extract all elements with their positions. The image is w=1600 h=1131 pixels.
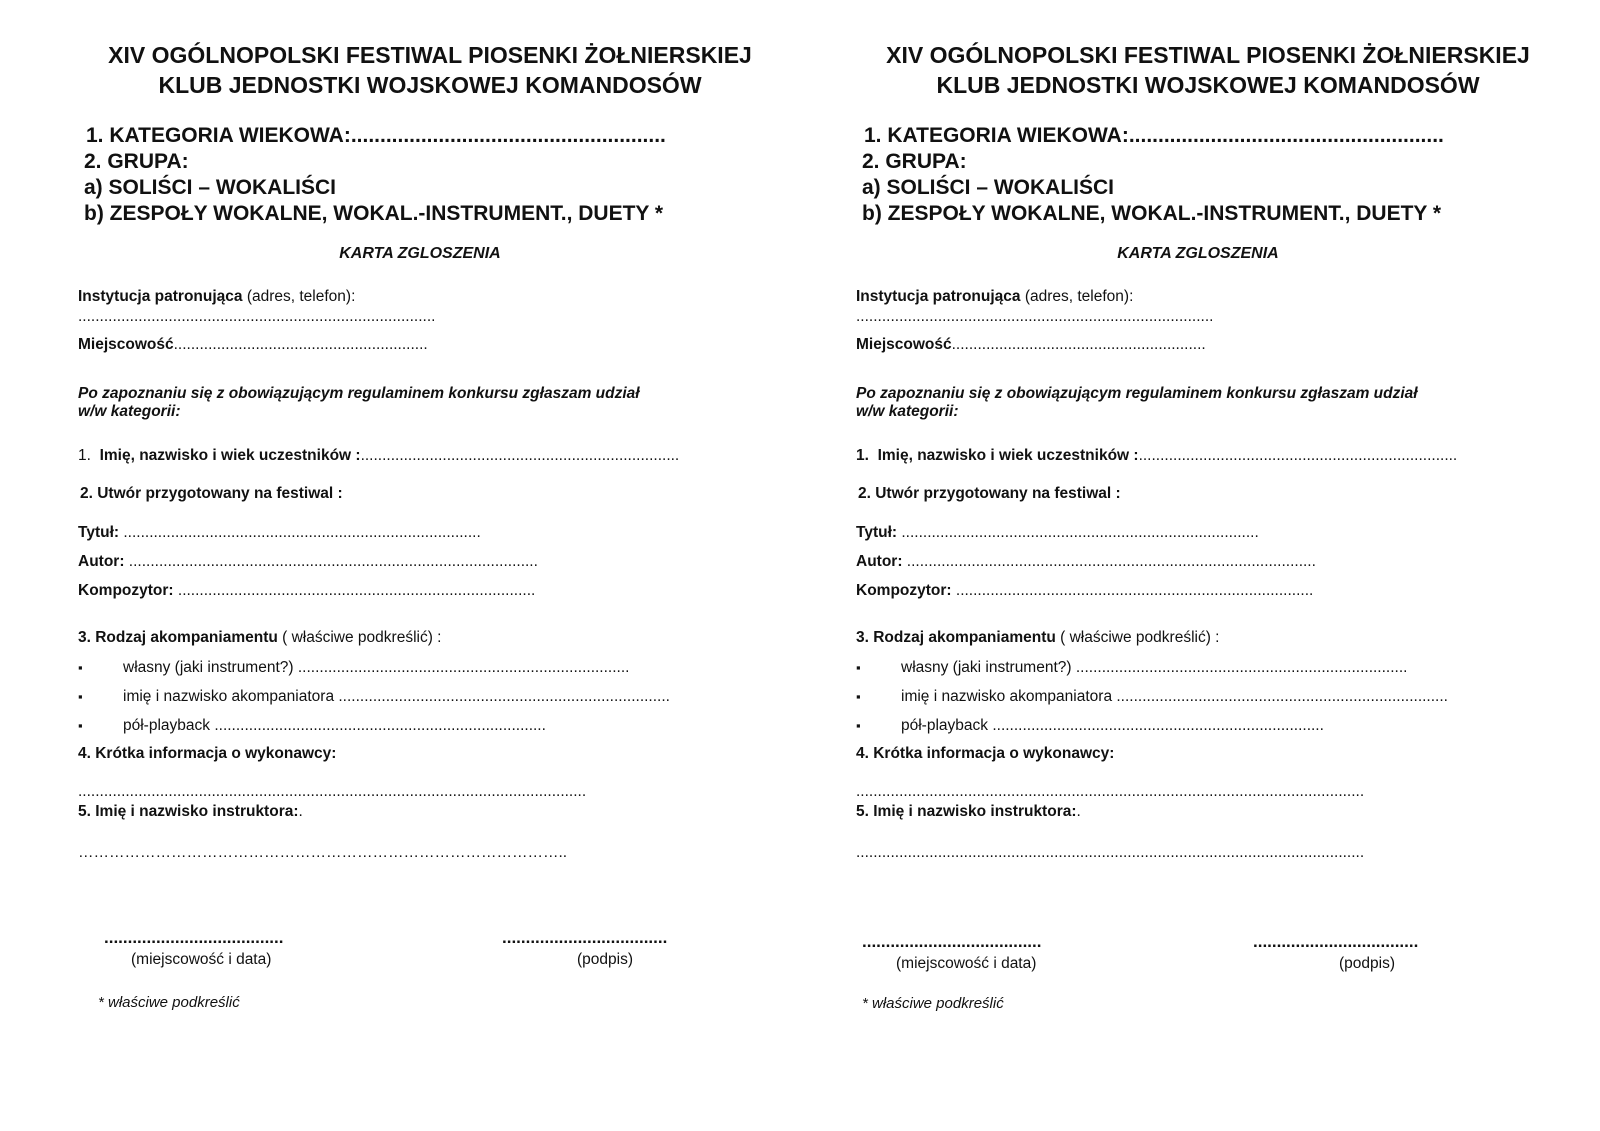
song-composer-field[interactable]: Kompozytor: ................................................................................... <box>78 582 536 599</box>
accompaniment-halfplayback-option[interactable]: pół-playback ............................................................................. <box>901 717 1324 734</box>
place-date-caption: (miejscowość i data) <box>896 955 1037 972</box>
bullet-icon: ▪ <box>78 718 83 733</box>
instructor-field[interactable]: ………………………………………………………………………………….. <box>78 844 568 861</box>
signature-field[interactable]: ................................... <box>502 928 668 947</box>
footnote: * właściwe podkreślić <box>98 994 240 1011</box>
festival-title: XIV OGÓLNOPOLSKI FESTIWAL PIOSENKI ŻOŁNIERSKIEJ <box>108 42 752 68</box>
festival-title: XIV OGÓLNOPOLSKI FESTIWAL PIOSENKI ŻOŁNIERSKIEJ <box>886 42 1530 68</box>
institution-label: Instytucja patronująca (adres, telefon): <box>78 288 356 305</box>
song-composer-field[interactable]: Kompozytor: ................................................................................... <box>856 582 1314 599</box>
song-author-field[interactable]: Autor: ............................................................................................... <box>78 553 538 570</box>
song-title-field[interactable]: Tytuł: ................................................................................... <box>856 524 1259 541</box>
intro-statement: Po zapoznaniu się z obowiązującym regulaminem konkursu zgłaszam udział <box>78 385 640 402</box>
group-option-ensembles: b) ZESPOŁY WOKALNE, WOKAL.-INSTRUMENT., DUETY * <box>84 202 664 225</box>
accompaniment-heading: 3. Rodzaj akompaniamentu ( właściwe podkreślić) : <box>78 629 442 646</box>
form-heading: KARTA ZGLOSZENIA <box>1117 245 1279 262</box>
bullet-icon: ▪ <box>78 689 83 704</box>
bullet-icon: ▪ <box>856 689 861 704</box>
club-title: KLUB JEDNOSTKI WOJSKOWEJ KOMANDOSÓW <box>158 72 702 98</box>
institution-label: Instytucja patronująca (adres, telefon): <box>856 288 1134 305</box>
place-date-field[interactable]: ...................................... <box>862 932 1042 951</box>
participants-field[interactable]: 1. Imię, nazwisko i wiek uczestników :.......................................................................... <box>78 447 680 464</box>
intro-statement-cont: w/w kategorii: <box>78 403 181 420</box>
accompaniment-own-option[interactable]: własny (jaki instrument?) ............................................................................. <box>123 659 630 676</box>
institution-field[interactable]: ................................................................................... <box>856 308 1214 325</box>
song-title-field[interactable]: Tytuł: ................................................................................... <box>78 524 481 541</box>
club-title: KLUB JEDNOSTKI WOJSKOWEJ KOMANDOSÓW <box>936 72 1480 98</box>
song-heading: 2. Utwór przygotowany na festiwal : <box>80 485 343 502</box>
group-option-ensembles: b) ZESPOŁY WOKALNE, WOKAL.-INSTRUMENT., DUETY * <box>862 202 1442 225</box>
song-author-field[interactable]: Autor: ............................................................................................... <box>856 553 1316 570</box>
intro-statement-cont: w/w kategorii: <box>856 403 959 420</box>
accompaniment-own-option[interactable]: własny (jaki instrument?) ............................................................................. <box>901 659 1408 676</box>
form-page-right <box>778 0 1578 1131</box>
signature-field[interactable]: ................................... <box>1253 932 1419 951</box>
instructor-heading: 5. Imię i nazwisko instruktora:. <box>78 803 303 820</box>
song-heading: 2. Utwór przygotowany na festiwal : <box>858 485 1121 502</box>
group-heading: 2. GRUPA: <box>862 150 967 173</box>
institution-field[interactable]: ................................................................................... <box>78 308 436 325</box>
performer-info-heading: 4. Krótka informacja o wykonawcy: <box>856 745 1115 762</box>
footnote: * właściwe podkreślić <box>862 995 1004 1012</box>
bullet-icon: ▪ <box>856 718 861 733</box>
city-field[interactable]: Miejscowość........................................................... <box>78 336 428 353</box>
instructor-heading: 5. Imię i nazwisko instruktora:. <box>856 803 1081 820</box>
place-date-caption: (miejscowość i data) <box>131 951 272 968</box>
city-field[interactable]: Miejscowość........................................................... <box>856 336 1206 353</box>
group-heading: 2. GRUPA: <box>84 150 189 173</box>
age-category-field[interactable]: 1. KATEGORIA WIEKOWA:...................................................... <box>86 124 666 147</box>
place-date-field[interactable]: ...................................... <box>104 928 284 947</box>
performer-info-field[interactable]: ...................................................................................................................... <box>78 783 587 800</box>
accompaniment-heading: 3. Rodzaj akompaniamentu ( właściwe podkreślić) : <box>856 629 1220 646</box>
performer-info-field[interactable]: ...................................................................................................................... <box>856 783 1365 800</box>
accompaniment-halfplayback-option[interactable]: pół-playback ............................................................................. <box>123 717 546 734</box>
group-option-soloists: a) SOLIŚCI – WOKALIŚCI <box>84 176 337 199</box>
form-heading: KARTA ZGLOSZENIA <box>339 245 501 262</box>
group-option-soloists: a) SOLIŚCI – WOKALIŚCI <box>862 176 1115 199</box>
intro-statement: Po zapoznaniu się z obowiązującym regulaminem konkursu zgłaszam udział <box>856 385 1418 402</box>
bullet-icon: ▪ <box>856 660 861 675</box>
participants-field[interactable]: 1. Imię, nazwisko i wiek uczestników :.......................................................................... <box>856 447 1458 464</box>
bullet-icon: ▪ <box>78 660 83 675</box>
age-category-field[interactable]: 1. KATEGORIA WIEKOWA:...................................................... <box>864 124 1444 147</box>
instructor-field[interactable]: ...................................................................................................................... <box>856 844 1365 861</box>
signature-caption: (podpis) <box>1339 955 1395 972</box>
signature-caption: (podpis) <box>577 951 633 968</box>
accompaniment-accompanist-option[interactable]: imię i nazwisko akompaniatora ............................................................................. <box>901 688 1448 705</box>
performer-info-heading: 4. Krótka informacja o wykonawcy: <box>78 745 337 762</box>
accompaniment-accompanist-option[interactable]: imię i nazwisko akompaniatora ............................................................................. <box>123 688 670 705</box>
